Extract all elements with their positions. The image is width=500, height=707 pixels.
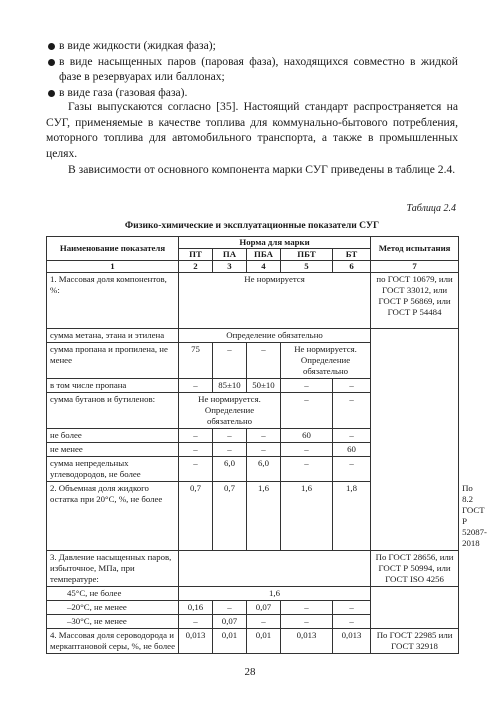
table-row: сумма непредельных углеводородов, не более – 6,0 6,0 – – (47, 457, 459, 482)
table-title: Физико-химические и эксплуатационные показатели СУГ (124, 220, 380, 231)
header-grade: ПБА (247, 249, 281, 261)
table-row: 1. Массовая доля компонентов, %: Не нормируется по ГОСТ 10679, или ГОСТ 33012, или ГОСТ Р 56869, или ГОСТ Р 54484 (47, 273, 459, 329)
header-grade: ПБТ (281, 249, 333, 261)
list-item: в виде жидкости (жидкая фаза); (46, 38, 458, 54)
page-number: 28 (244, 666, 256, 678)
table-row: в том числе пропана – 85±10 50±10 – – (47, 379, 459, 393)
table-label: Таблица 2.4 (406, 203, 456, 214)
column-number-row: 1 2 3 4 5 6 7 (47, 261, 459, 273)
header-norm: Норма для марки (179, 237, 371, 249)
table-header-row (47, 237, 459, 249)
list-item: в виде газа (газовая фаза). (46, 85, 458, 101)
table-row: 3. Давление насыщенных паров, избыточное, МПа, при температуре: По ГОСТ 28656, или ГОСТ Р 50994, или ГОСТ ISO 4256 (47, 551, 459, 587)
table-row: 45°С, не более 1,6 (47, 587, 459, 601)
header-name: Наименование показателя (47, 237, 179, 261)
list-item: в виде насыщенных паров (паровая фаза), находящихся совместно в жидкой фазе в резервуарах или баллонах; (46, 54, 458, 85)
bullet-dot-icon (48, 90, 55, 97)
paragraph: В зависимости от основного компонента марки СУГ приведены в таблице 2.4. (68, 163, 456, 176)
table-row: 4. Массовая доля сероводорода и меркаптановой серы, %, не более 0,013 0,01 0,01 0,013 0,013 По ГОСТ 22985 или ГОСТ 32918 (47, 629, 459, 654)
bullet-dot-icon (48, 43, 55, 50)
bullet-list (46, 38, 458, 100)
header-grade: БТ (333, 249, 371, 261)
table-row: сумма пропана и пропилена, не менее 75 – – Не нормируется. Определение обязательно (47, 343, 459, 379)
header-method: Метод испытания (371, 237, 459, 261)
table-row: сумма бутанов и бутиленов: Не нормируется. Определение обязательно – – (47, 393, 459, 429)
paragraph: Газы выпускаются согласно [35]. Настоящий стандарт распространяется на СУГ, применяемые в качестве топлива для коммунально-бытового потребления, моторного топлива для автомобильного транспорта, а также в промышленных целях. (46, 100, 458, 160)
table-row: не менее – – – – 60 (47, 443, 459, 457)
table-row: 2. Объемная доля жидкого остатка при 20°С, %, не более 0,7 0,7 1,6 1,6 1,8 По 8.2 ГОСТ Р 52087-2018 (47, 482, 459, 551)
table-row: сумма метана, этана и этилена Определение обязательно (47, 329, 459, 343)
table-row: –20°С, не менее 0,16 – 0,07 – – (47, 601, 459, 615)
table-row: –30°С, не менее – 0,07 – – – (47, 615, 459, 629)
properties-table (46, 236, 487, 654)
bullet-dot-icon (48, 59, 55, 66)
header-grade: ПТ (179, 249, 213, 261)
header-grade: ПА (213, 249, 247, 261)
table-row: не более – – – 60 – (47, 429, 459, 443)
